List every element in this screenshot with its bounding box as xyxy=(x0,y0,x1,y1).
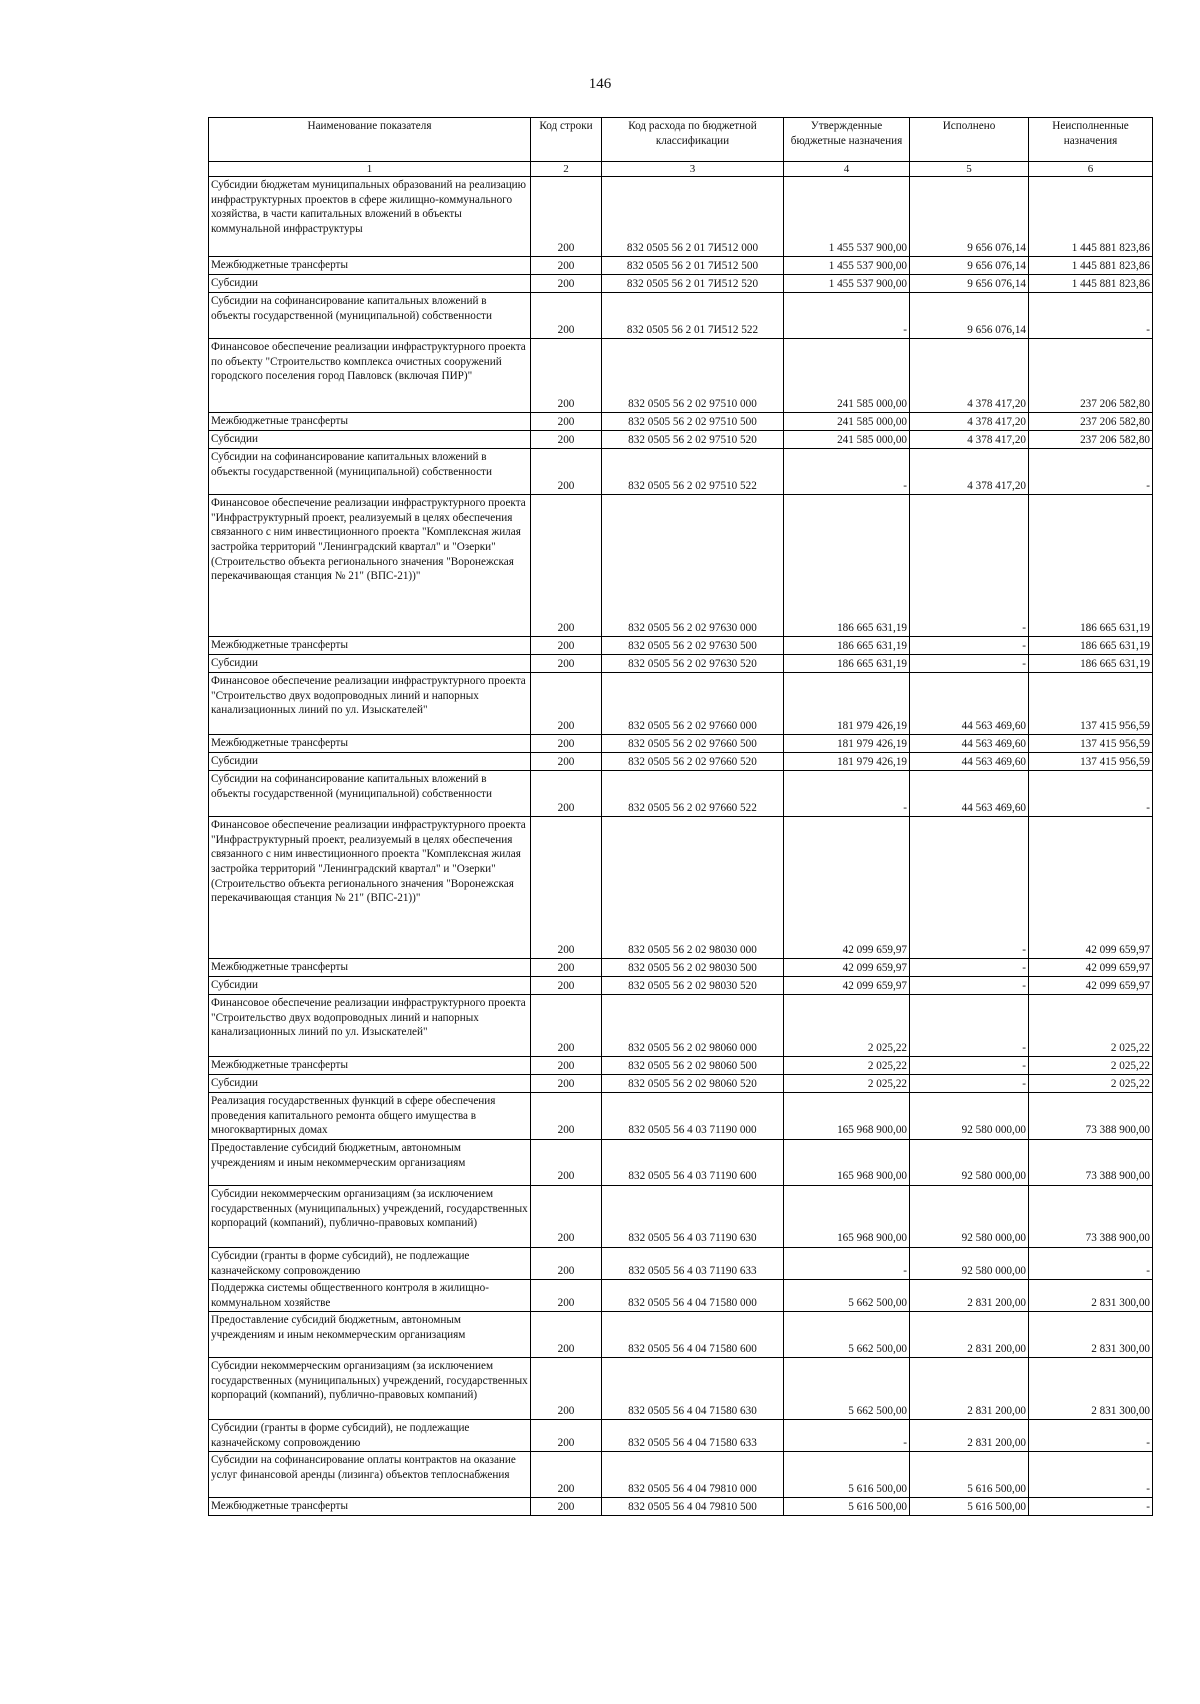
row-name: Субсидии бюджетам муниципальных образований на реализацию инфраструктурных проектов в сфере жилищно-коммунального хозяйства, в части капитальных вложений в объекты коммунальной инфраструктуры xyxy=(209,177,531,257)
row-expense-code: 832 0505 56 2 02 97510 522 xyxy=(602,449,784,495)
row-unexecuted-amount: 237 206 582,80 xyxy=(1029,431,1153,449)
row-unexecuted-amount: 137 415 956,59 xyxy=(1029,735,1153,753)
row-name: Межбюджетные трансферты xyxy=(209,413,531,431)
row-approved-amount: - xyxy=(784,1420,910,1452)
row-approved-amount: 181 979 426,19 xyxy=(784,673,910,735)
row-executed-amount: - xyxy=(910,637,1029,655)
row-approved-amount: 186 665 631,19 xyxy=(784,495,910,637)
row-name: Межбюджетные трансферты xyxy=(209,735,531,753)
row-name: Реализация государственных функций в сфере обеспечения проведения капитального ремонта общего имущества в многоквартирных домах xyxy=(209,1093,531,1140)
row-expense-code: 832 0505 56 2 02 97660 500 xyxy=(602,735,784,753)
row-name: Субсидии на софинансирование капитальных вложений в объекты государственной (муниципальной) собственности xyxy=(209,771,531,817)
row-line-code: 200 xyxy=(531,673,602,735)
table-row xyxy=(209,1358,1153,1420)
row-line-code: 200 xyxy=(531,817,602,959)
row-unexecuted-amount: 42 099 659,97 xyxy=(1029,959,1153,977)
row-line-code: 200 xyxy=(531,1093,602,1140)
row-expense-code: 832 0505 56 2 02 97630 000 xyxy=(602,495,784,637)
row-executed-amount: - xyxy=(910,1057,1029,1075)
table-row xyxy=(209,1057,1153,1075)
row-approved-amount: 241 585 000,00 xyxy=(784,413,910,431)
row-executed-amount: 4 378 417,20 xyxy=(910,431,1029,449)
row-approved-amount: 1 455 537 900,00 xyxy=(784,257,910,275)
table-row xyxy=(209,1312,1153,1358)
table-row xyxy=(209,413,1153,431)
table-row xyxy=(209,1185,1153,1247)
row-expense-code: 832 0505 56 2 01 7И512 500 xyxy=(602,257,784,275)
row-unexecuted-amount: 73 388 900,00 xyxy=(1029,1139,1153,1185)
row-executed-amount: 44 563 469,60 xyxy=(910,673,1029,735)
row-line-code: 200 xyxy=(531,637,602,655)
row-executed-amount: 44 563 469,60 xyxy=(910,771,1029,817)
row-executed-amount: - xyxy=(910,655,1029,673)
row-name: Субсидии xyxy=(209,275,531,293)
row-unexecuted-amount: 1 445 881 823,86 xyxy=(1029,275,1153,293)
row-approved-amount: - xyxy=(784,293,910,339)
table-row xyxy=(209,977,1153,995)
row-expense-code: 832 0505 56 2 02 97660 000 xyxy=(602,673,784,735)
row-expense-code: 832 0505 56 2 02 98030 500 xyxy=(602,959,784,977)
row-unexecuted-amount: - xyxy=(1029,771,1153,817)
row-name: Субсидии некоммерческим организациям (за исключением государственных (муниципальных) учреждений, государственных корпораций (компаний), публично-правовых компаний) xyxy=(209,1185,531,1247)
row-line-code: 200 xyxy=(531,1498,602,1516)
row-unexecuted-amount: 2 025,22 xyxy=(1029,1057,1153,1075)
table-row xyxy=(209,753,1153,771)
row-line-code: 200 xyxy=(531,959,602,977)
row-name: Субсидии xyxy=(209,753,531,771)
row-executed-amount: 9 656 076,14 xyxy=(910,275,1029,293)
table-row xyxy=(209,995,1153,1057)
row-unexecuted-amount: 237 206 582,80 xyxy=(1029,339,1153,413)
column-header-executed: Исполнено xyxy=(910,118,1029,162)
row-executed-amount: - xyxy=(910,495,1029,637)
row-line-code: 200 xyxy=(531,1420,602,1452)
row-executed-amount: 2 831 200,00 xyxy=(910,1358,1029,1420)
row-unexecuted-amount: 237 206 582,80 xyxy=(1029,413,1153,431)
row-expense-code: 832 0505 56 2 02 98030 520 xyxy=(602,977,784,995)
row-line-code: 200 xyxy=(531,1075,602,1093)
row-expense-code: 832 0505 56 2 02 97630 520 xyxy=(602,655,784,673)
row-approved-amount: 181 979 426,19 xyxy=(784,753,910,771)
row-name: Субсидии некоммерческим организациям (за исключением государственных (муниципальных) учреждений, государственных корпораций (компаний), публично-правовых компаний) xyxy=(209,1358,531,1420)
row-approved-amount: 1 455 537 900,00 xyxy=(784,275,910,293)
table-row xyxy=(209,177,1153,257)
table-row xyxy=(209,655,1153,673)
row-executed-amount: 92 580 000,00 xyxy=(910,1247,1029,1279)
row-name: Субсидии на софинансирование оплаты контрактов на оказание услуг финансовой аренды (лизинга) объектов теплоснабжения xyxy=(209,1452,531,1498)
row-executed-amount: 9 656 076,14 xyxy=(910,293,1029,339)
table-row xyxy=(209,673,1153,735)
row-approved-amount: 5 616 500,00 xyxy=(784,1498,910,1516)
table-row xyxy=(209,1093,1153,1140)
row-approved-amount: 181 979 426,19 xyxy=(784,735,910,753)
row-line-code: 200 xyxy=(531,977,602,995)
table-row xyxy=(209,449,1153,495)
row-line-code: 200 xyxy=(531,1057,602,1075)
row-unexecuted-amount: 1 445 881 823,86 xyxy=(1029,177,1153,257)
table-row xyxy=(209,1420,1153,1452)
table-row xyxy=(209,959,1153,977)
row-line-code: 200 xyxy=(531,275,602,293)
row-expense-code: 832 0505 56 2 02 98030 000 xyxy=(602,817,784,959)
row-executed-amount: 44 563 469,60 xyxy=(910,735,1029,753)
row-unexecuted-amount: 186 665 631,19 xyxy=(1029,495,1153,637)
column-number: 3 xyxy=(602,162,784,177)
row-unexecuted-amount: 42 099 659,97 xyxy=(1029,977,1153,995)
row-name: Субсидии на софинансирование капитальных вложений в объекты государственной (муниципальной) собственности xyxy=(209,449,531,495)
row-approved-amount: - xyxy=(784,449,910,495)
table-row xyxy=(209,293,1153,339)
row-name: Субсидии xyxy=(209,431,531,449)
row-expense-code: 832 0505 56 2 01 7И512 522 xyxy=(602,293,784,339)
row-expense-code: 832 0505 56 2 01 7И512 520 xyxy=(602,275,784,293)
row-line-code: 200 xyxy=(531,449,602,495)
row-line-code: 200 xyxy=(531,753,602,771)
row-unexecuted-amount: 186 665 631,19 xyxy=(1029,637,1153,655)
row-name: Межбюджетные трансферты xyxy=(209,1498,531,1516)
row-approved-amount: - xyxy=(784,1247,910,1279)
row-executed-amount: - xyxy=(910,995,1029,1057)
row-expense-code: 832 0505 56 4 04 71580 633 xyxy=(602,1420,784,1452)
row-executed-amount: 5 616 500,00 xyxy=(910,1498,1029,1516)
row-approved-amount: 241 585 000,00 xyxy=(784,431,910,449)
table-header-row xyxy=(209,118,1153,162)
row-executed-amount: 92 580 000,00 xyxy=(910,1093,1029,1140)
row-unexecuted-amount: 137 415 956,59 xyxy=(1029,673,1153,735)
row-line-code: 200 xyxy=(531,413,602,431)
table-row xyxy=(209,1498,1153,1516)
table-row xyxy=(209,495,1153,637)
row-executed-amount: - xyxy=(910,959,1029,977)
row-executed-amount: 4 378 417,20 xyxy=(910,339,1029,413)
row-expense-code: 832 0505 56 2 02 98060 520 xyxy=(602,1075,784,1093)
row-name: Субсидии xyxy=(209,655,531,673)
row-expense-code: 832 0505 56 2 01 7И512 000 xyxy=(602,177,784,257)
row-name: Финансовое обеспечение реализации инфраструктурного проекта по объекту "Строительство комплекса очистных сооружений городского поселения город Павловск (включая ПИР)" xyxy=(209,339,531,413)
column-header-line-code: Код строки xyxy=(531,118,602,162)
row-line-code: 200 xyxy=(531,177,602,257)
page-number: 146 xyxy=(588,76,612,92)
row-line-code: 200 xyxy=(531,1139,602,1185)
row-approved-amount: 42 099 659,97 xyxy=(784,817,910,959)
column-number: 1 xyxy=(209,162,531,177)
row-name: Предоставление субсидий бюджетным, автономным учреждениям и иным некоммерческим организациям xyxy=(209,1139,531,1185)
row-name: Межбюджетные трансферты xyxy=(209,257,531,275)
column-number: 4 xyxy=(784,162,910,177)
row-name: Субсидии (гранты в форме субсидий), не подлежащие казначейскому сопровождению xyxy=(209,1247,531,1279)
row-unexecuted-amount: 1 445 881 823,86 xyxy=(1029,257,1153,275)
column-number: 5 xyxy=(910,162,1029,177)
row-approved-amount: 42 099 659,97 xyxy=(784,977,910,995)
row-executed-amount: - xyxy=(910,977,1029,995)
row-approved-amount: 5 662 500,00 xyxy=(784,1312,910,1358)
row-line-code: 200 xyxy=(531,735,602,753)
row-approved-amount: 5 616 500,00 xyxy=(784,1452,910,1498)
row-approved-amount: 2 025,22 xyxy=(784,1075,910,1093)
row-name: Финансовое обеспечение реализации инфраструктурного проекта "Инфраструктурный проект, реализуемый в целях обеспечения связанного с ним инвестиционного проекта "Комплексная жилая застройка территорий "Ленинградский квартал" и "Озерки" (Строительство объекта регионального значения "Воронежская перекачивающая станция № 21" (ВПС-21))" xyxy=(209,817,531,959)
row-line-code: 200 xyxy=(531,1358,602,1420)
column-number: 2 xyxy=(531,162,602,177)
row-line-code: 200 xyxy=(531,1452,602,1498)
row-executed-amount: 5 616 500,00 xyxy=(910,1452,1029,1498)
row-line-code: 200 xyxy=(531,1280,602,1312)
row-name: Межбюджетные трансферты xyxy=(209,1057,531,1075)
row-line-code: 200 xyxy=(531,339,602,413)
row-name: Поддержка системы общественного контроля в жилищно-коммунальном хозяйстве xyxy=(209,1280,531,1312)
row-expense-code: 832 0505 56 2 02 98060 500 xyxy=(602,1057,784,1075)
row-line-code: 200 xyxy=(531,495,602,637)
row-approved-amount: 165 968 900,00 xyxy=(784,1093,910,1140)
row-unexecuted-amount: 42 099 659,97 xyxy=(1029,817,1153,959)
row-expense-code: 832 0505 56 4 04 79810 500 xyxy=(602,1498,784,1516)
row-approved-amount: 165 968 900,00 xyxy=(784,1185,910,1247)
table-row xyxy=(209,817,1153,959)
row-executed-amount: 44 563 469,60 xyxy=(910,753,1029,771)
row-line-code: 200 xyxy=(531,1247,602,1279)
row-name: Межбюджетные трансферты xyxy=(209,637,531,655)
row-approved-amount: 186 665 631,19 xyxy=(784,655,910,673)
column-header-name: Наименование показателя xyxy=(209,118,531,162)
table-row xyxy=(209,1247,1153,1279)
row-name: Предоставление субсидий бюджетным, автономным учреждениям и иным некоммерческим организациям xyxy=(209,1312,531,1358)
row-unexecuted-amount: - xyxy=(1029,1420,1153,1452)
table-row xyxy=(209,431,1153,449)
row-expense-code: 832 0505 56 4 04 79810 000 xyxy=(602,1452,784,1498)
row-line-code: 200 xyxy=(531,1312,602,1358)
budget-execution-table xyxy=(208,117,1153,1516)
row-name: Субсидии xyxy=(209,1075,531,1093)
row-expense-code: 832 0505 56 2 02 97510 500 xyxy=(602,413,784,431)
row-approved-amount: 241 585 000,00 xyxy=(784,339,910,413)
row-expense-code: 832 0505 56 4 03 71190 600 xyxy=(602,1139,784,1185)
row-unexecuted-amount: - xyxy=(1029,1247,1153,1279)
row-line-code: 200 xyxy=(531,995,602,1057)
table-row xyxy=(209,771,1153,817)
row-unexecuted-amount: 2 025,22 xyxy=(1029,1075,1153,1093)
row-unexecuted-amount: 186 665 631,19 xyxy=(1029,655,1153,673)
row-approved-amount: 2 025,22 xyxy=(784,995,910,1057)
table-row xyxy=(209,1280,1153,1312)
table-row xyxy=(209,1139,1153,1185)
column-header-unexecuted: Неисполненные назначения xyxy=(1029,118,1153,162)
row-executed-amount: - xyxy=(910,1075,1029,1093)
table-row xyxy=(209,735,1153,753)
row-expense-code: 832 0505 56 4 03 71190 630 xyxy=(602,1185,784,1247)
row-executed-amount: 92 580 000,00 xyxy=(910,1185,1029,1247)
column-number-row xyxy=(209,162,1153,177)
row-executed-amount: 9 656 076,14 xyxy=(910,177,1029,257)
row-expense-code: 832 0505 56 4 03 71190 633 xyxy=(602,1247,784,1279)
row-executed-amount: 4 378 417,20 xyxy=(910,413,1029,431)
row-expense-code: 832 0505 56 4 04 71580 600 xyxy=(602,1312,784,1358)
row-line-code: 200 xyxy=(531,431,602,449)
row-unexecuted-amount: - xyxy=(1029,1498,1153,1516)
row-unexecuted-amount: 137 415 956,59 xyxy=(1029,753,1153,771)
row-name: Финансовое обеспечение реализации инфраструктурного проекта "Строительство двух водопроводных линий и напорных канализационных линий по ул. Изыскателей" xyxy=(209,673,531,735)
row-executed-amount: 9 656 076,14 xyxy=(910,257,1029,275)
row-unexecuted-amount: 2 831 300,00 xyxy=(1029,1280,1153,1312)
table-row xyxy=(209,637,1153,655)
row-expense-code: 832 0505 56 2 02 97660 520 xyxy=(602,753,784,771)
row-unexecuted-amount: 2 831 300,00 xyxy=(1029,1358,1153,1420)
row-unexecuted-amount: - xyxy=(1029,1452,1153,1498)
row-unexecuted-amount: - xyxy=(1029,293,1153,339)
row-executed-amount: - xyxy=(910,817,1029,959)
row-executed-amount: 2 831 200,00 xyxy=(910,1280,1029,1312)
row-unexecuted-amount: 73 388 900,00 xyxy=(1029,1093,1153,1140)
row-approved-amount: 186 665 631,19 xyxy=(784,637,910,655)
column-header-expense-code: Код расхода по бюджетной классификации xyxy=(602,118,784,162)
row-executed-amount: 2 831 200,00 xyxy=(910,1312,1029,1358)
row-approved-amount: 5 662 500,00 xyxy=(784,1358,910,1420)
row-expense-code: 832 0505 56 4 03 71190 000 xyxy=(602,1093,784,1140)
row-line-code: 200 xyxy=(531,257,602,275)
table-row xyxy=(209,339,1153,413)
row-expense-code: 832 0505 56 2 02 97630 500 xyxy=(602,637,784,655)
column-number: 6 xyxy=(1029,162,1153,177)
row-expense-code: 832 0505 56 4 04 71580 630 xyxy=(602,1358,784,1420)
row-expense-code: 832 0505 56 2 02 98060 000 xyxy=(602,995,784,1057)
table-row xyxy=(209,257,1153,275)
row-expense-code: 832 0505 56 2 02 97660 522 xyxy=(602,771,784,817)
row-name: Субсидии (гранты в форме субсидий), не подлежащие казначейскому сопровождению xyxy=(209,1420,531,1452)
row-expense-code: 832 0505 56 2 02 97510 520 xyxy=(602,431,784,449)
row-approved-amount: 5 662 500,00 xyxy=(784,1280,910,1312)
row-approved-amount: 165 968 900,00 xyxy=(784,1139,910,1185)
row-expense-code: 832 0505 56 2 02 97510 000 xyxy=(602,339,784,413)
row-approved-amount: 42 099 659,97 xyxy=(784,959,910,977)
row-unexecuted-amount: 2 831 300,00 xyxy=(1029,1312,1153,1358)
row-unexecuted-amount: 73 388 900,00 xyxy=(1029,1185,1153,1247)
row-unexecuted-amount: 2 025,22 xyxy=(1029,995,1153,1057)
row-name: Межбюджетные трансферты xyxy=(209,959,531,977)
row-approved-amount: 2 025,22 xyxy=(784,1057,910,1075)
table-body xyxy=(209,177,1153,1516)
column-header-approved: Утвержденные бюджетные назначения xyxy=(784,118,910,162)
row-approved-amount: - xyxy=(784,771,910,817)
table-row xyxy=(209,275,1153,293)
table-row xyxy=(209,1452,1153,1498)
row-line-code: 200 xyxy=(531,771,602,817)
row-name: Субсидии на софинансирование капитальных вложений в объекты государственной (муниципальной) собственности xyxy=(209,293,531,339)
row-executed-amount: 92 580 000,00 xyxy=(910,1139,1029,1185)
row-name: Финансовое обеспечение реализации инфраструктурного проекта "Инфраструктурный проект, реализуемый в целях обеспечения связанного с ним инвестиционного проекта "Комплексная жилая застройка территорий "Ленинградский квартал" и "Озерки" (Строительство объекта регионального значения "Воронежская перекачивающая станция № 21" (ВПС-21))" xyxy=(209,495,531,637)
table-row xyxy=(209,1075,1153,1093)
row-executed-amount: 2 831 200,00 xyxy=(910,1420,1029,1452)
row-unexecuted-amount: - xyxy=(1029,449,1153,495)
row-name: Субсидии xyxy=(209,977,531,995)
row-line-code: 200 xyxy=(531,655,602,673)
row-expense-code: 832 0505 56 4 04 71580 000 xyxy=(602,1280,784,1312)
row-executed-amount: 4 378 417,20 xyxy=(910,449,1029,495)
row-approved-amount: 1 455 537 900,00 xyxy=(784,177,910,257)
row-line-code: 200 xyxy=(531,1185,602,1247)
row-line-code: 200 xyxy=(531,293,602,339)
row-name: Финансовое обеспечение реализации инфраструктурного проекта "Строительство двух водопроводных линий и напорных канализационных линий по ул. Изыскателей" xyxy=(209,995,531,1057)
